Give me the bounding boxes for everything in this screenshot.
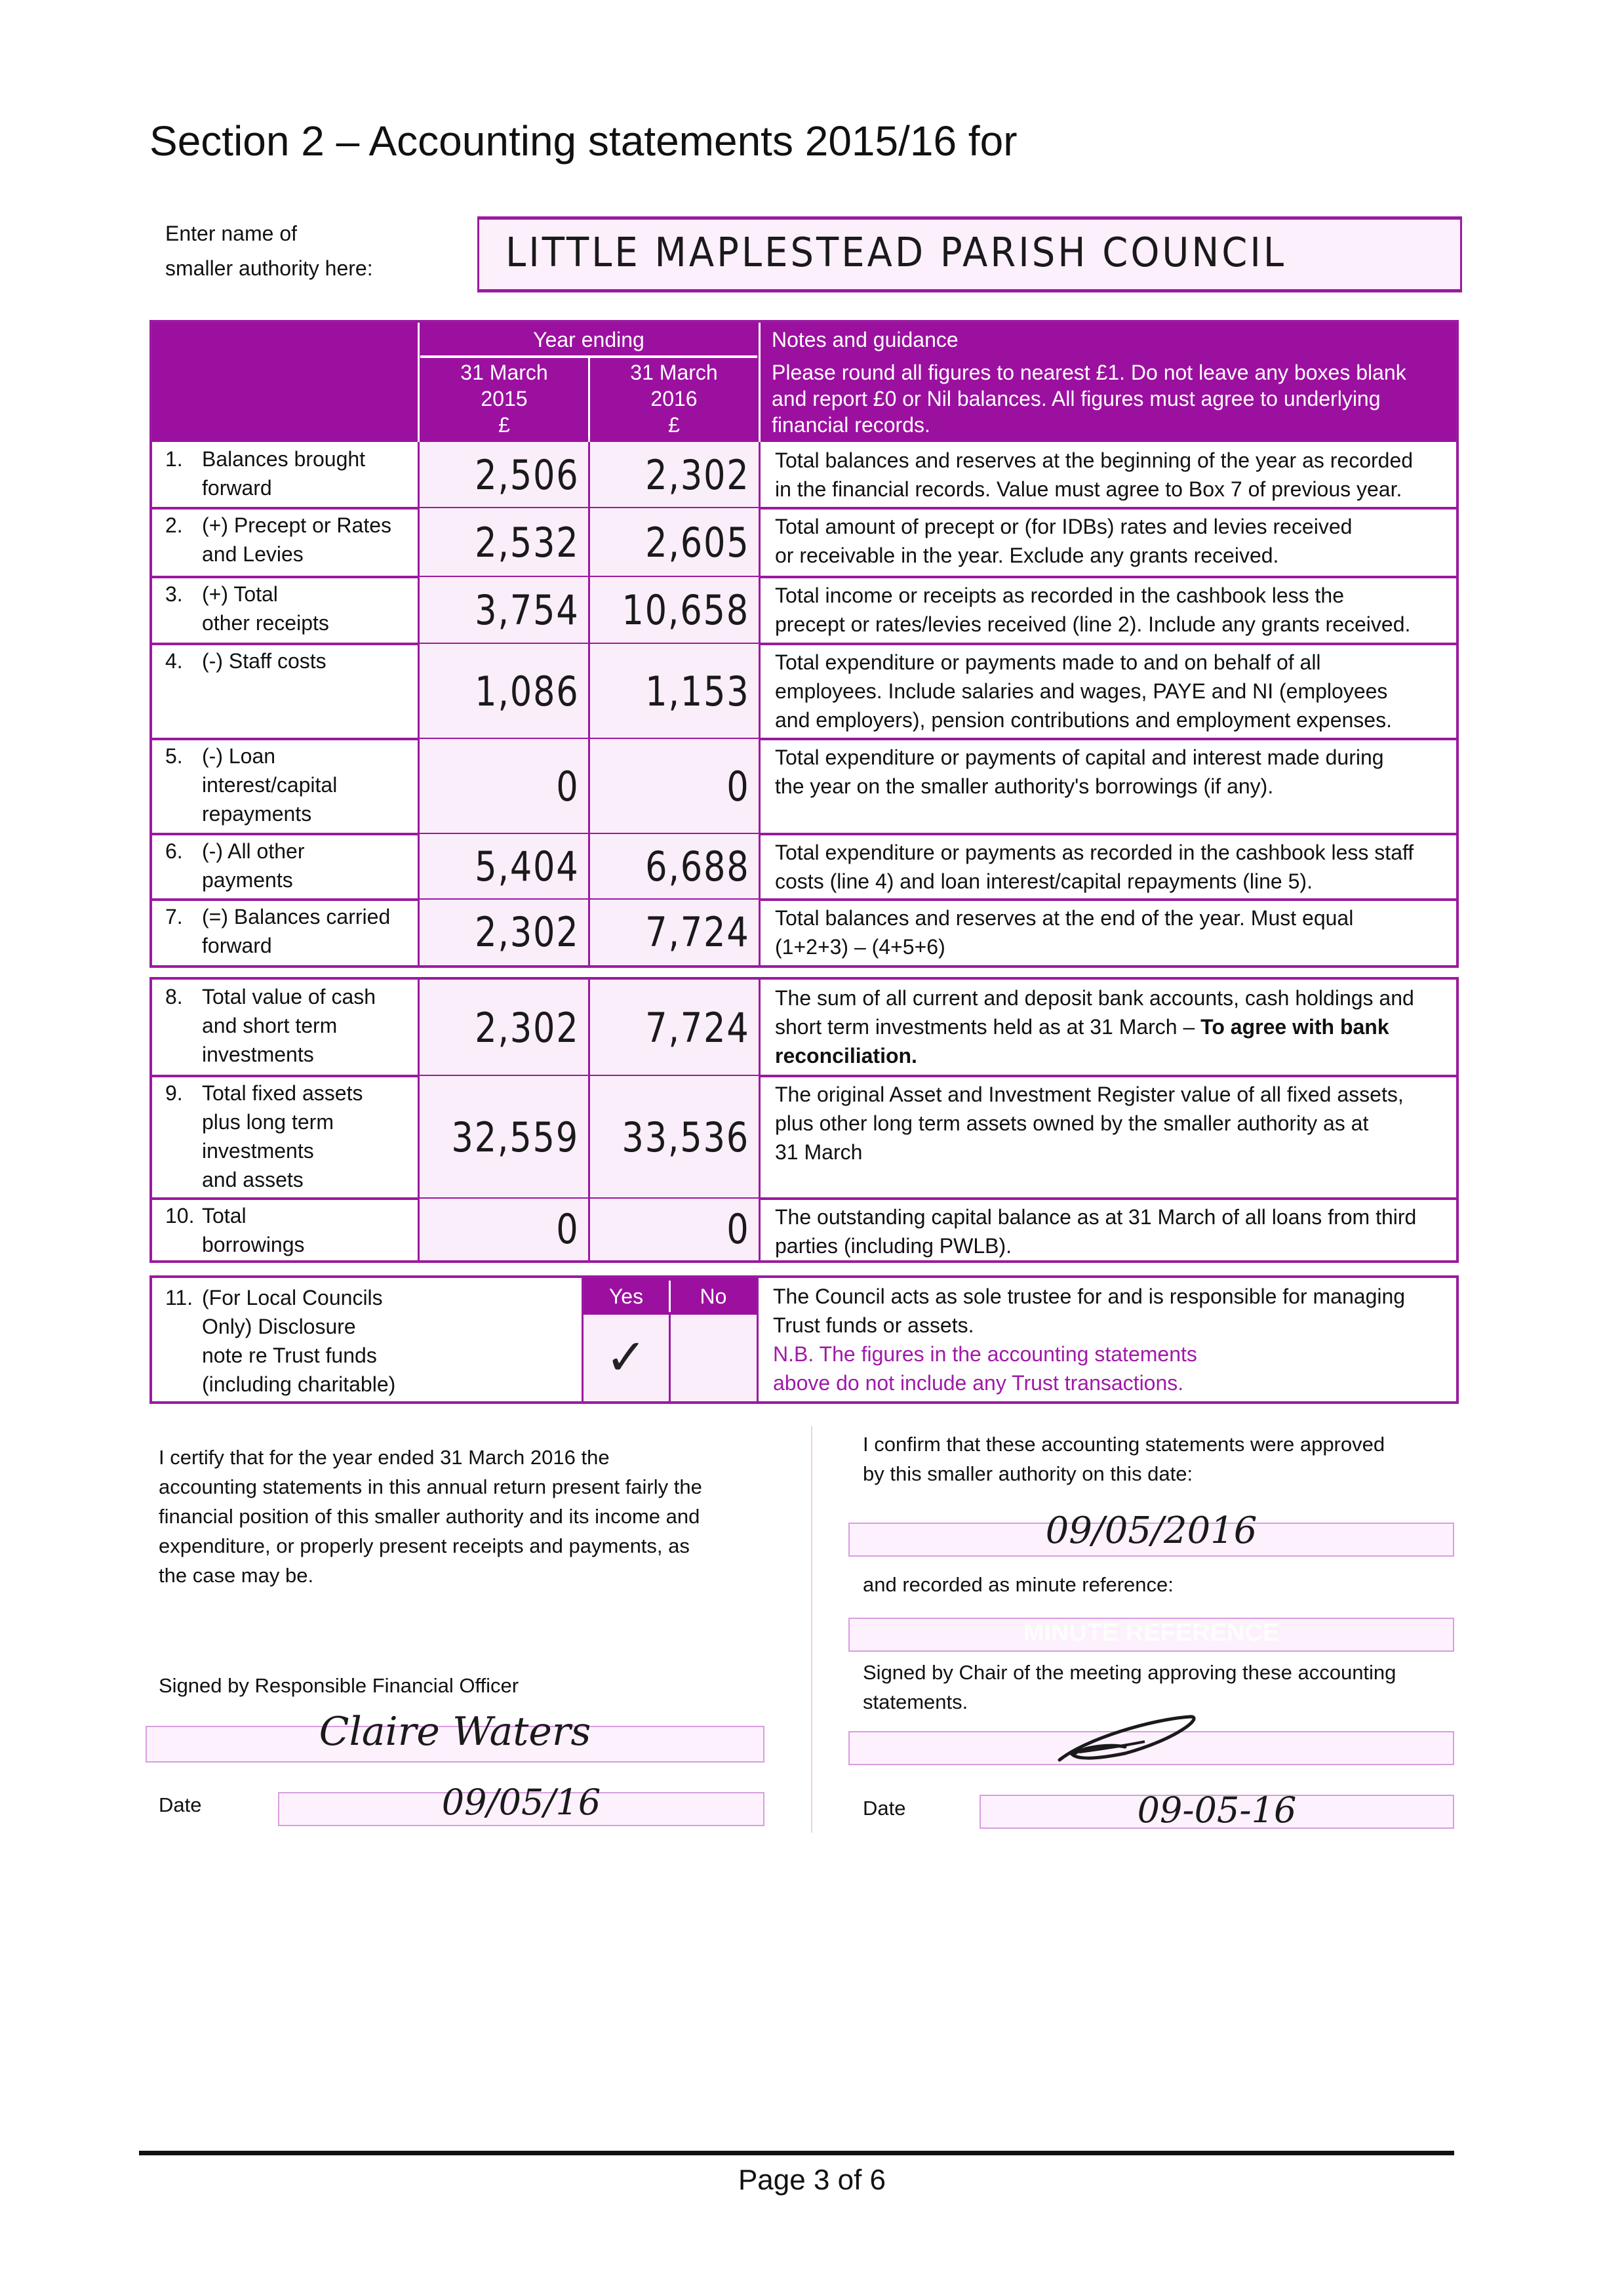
col-2015-header <box>420 359 588 438</box>
amount-value: 5,404 <box>474 843 579 890</box>
row-label <box>152 445 418 502</box>
no-checkbox[interactable] <box>671 1315 757 1401</box>
amount-value: 10,658 <box>622 586 749 634</box>
rfo-date-field[interactable] <box>278 1782 764 1826</box>
table-row <box>152 1199 1456 1260</box>
chair-date-field[interactable] <box>980 1789 1454 1831</box>
row-11-label-line4: (including charitable) <box>202 1372 396 1396</box>
amount-value: 0 <box>726 1205 749 1253</box>
table-row <box>152 442 1456 508</box>
row-label-line: investments <box>202 1139 314 1163</box>
minute-reference-label: and recorded as minute reference: <box>863 1573 1174 1596</box>
row-11-note-line1: The Council acts as sole trustee for and is responsible for managing <box>773 1285 1406 1308</box>
row-note <box>761 508 1454 570</box>
amount-2016-field[interactable] <box>590 508 759 577</box>
amount-2016-field[interactable] <box>590 644 759 739</box>
row-11-label-line3: note re Trust funds <box>202 1344 377 1367</box>
row-label-line: (+) Total <box>202 582 278 606</box>
table-row <box>152 900 1456 965</box>
amount-2015-field[interactable] <box>420 1076 588 1199</box>
chair-date-value: 09-05-16 <box>1137 1789 1297 1831</box>
note-text: The outstanding capital balance as at 31 March of all loans from third <box>775 1205 1417 1229</box>
amount-value: 1,153 <box>644 668 749 715</box>
approval-date-value: 09/05/2016 <box>1045 1509 1258 1552</box>
table-row <box>152 644 1456 739</box>
amount-2015-field[interactable] <box>420 577 588 644</box>
amount-value: 0 <box>726 763 749 810</box>
row-label-line: (+) Precept or Rates <box>202 513 391 537</box>
note-text: parties (including PWLB). <box>775 1234 1012 1258</box>
row-note-line <box>775 1203 1454 1231</box>
amount-value: 6,688 <box>644 843 749 890</box>
row-note <box>761 442 1454 504</box>
approval-line1: I confirm that these accounting statements were approved <box>863 1433 1385 1456</box>
row-note-line <box>775 1231 1454 1260</box>
row-note-line <box>775 1012 1454 1041</box>
authority-name-value: LITTLE MAPLESTEAD PARISH COUNCIL <box>505 229 1287 277</box>
amount-value: 3,754 <box>474 586 579 634</box>
row-label <box>152 837 418 894</box>
amount-2015-field[interactable] <box>420 980 588 1076</box>
row-number: 10. <box>165 1204 195 1227</box>
note-text: or receivable in the year. Exclude any grants received. <box>775 544 1279 567</box>
row-note <box>761 739 1454 801</box>
row-label <box>152 742 418 828</box>
amount-2016-field[interactable] <box>590 900 759 965</box>
row-note-line <box>775 512 1454 541</box>
row-note-line <box>775 984 1454 1012</box>
row-label <box>152 982 418 1069</box>
note-text: 31 March <box>775 1140 863 1164</box>
header-divider <box>588 357 590 442</box>
note-text: employees. Include salaries and wages, PAYE and NI (employees <box>775 679 1388 703</box>
amount-value: 32,559 <box>451 1113 579 1161</box>
row-label-line: other receipts <box>202 611 329 635</box>
row-note-line <box>775 446 1454 475</box>
row-number: 9. <box>165 1081 183 1105</box>
amount-value: 2,302 <box>474 1004 579 1052</box>
row-note-line <box>775 1109 1454 1138</box>
row-label-line: forward <box>202 476 272 500</box>
authority-label-line1: Enter name of <box>165 222 297 245</box>
amount-2016-field[interactable] <box>590 442 759 508</box>
yes-checkbox[interactable] <box>584 1315 669 1401</box>
amount-value: 7,724 <box>644 908 749 956</box>
note-text: Total balances and reserves at the beginning of the year as recorded <box>775 449 1414 472</box>
note-text: plus other long term assets owned by the smaller authority as at <box>775 1111 1369 1135</box>
note-text: Total amount of precept or (for IDBs) rates and levies received <box>775 515 1353 538</box>
note-text: Total expenditure or payments as recorded in the cashbook less staff <box>775 841 1414 864</box>
row-note-line <box>775 867 1454 896</box>
rfo-date-value: 09/05/16 <box>441 1782 601 1823</box>
row-label <box>152 647 418 675</box>
chair-signature-field[interactable] <box>848 1731 1454 1765</box>
row-note-line <box>775 475 1454 504</box>
table-row <box>152 980 1456 1076</box>
row-label-line: (-) Staff costs <box>202 649 327 673</box>
row-11-label-line2: Only) Disclosure <box>202 1315 356 1338</box>
col-2016-line1: 31 March <box>630 361 718 384</box>
row-note-line <box>775 743 1454 772</box>
note-text: in the financial records. Value must agree to Box 7 of previous year. <box>775 477 1402 501</box>
cert-line2: accounting statements in this annual return present fairly the <box>159 1475 702 1498</box>
statements-table-main <box>149 320 1459 968</box>
chair-signed-by-label <box>863 1658 1453 1717</box>
rfo-certification-text <box>159 1443 788 1590</box>
row-note-line <box>775 1080 1454 1109</box>
amount-2016-field[interactable] <box>590 1076 759 1199</box>
row-note <box>761 644 1454 734</box>
row-11-note <box>759 1278 1454 1397</box>
chair-signed-line1: Signed by Chair of the meeting approving these accounting <box>863 1661 1396 1684</box>
amount-value: 7,724 <box>644 1004 749 1052</box>
authority-name-field[interactable] <box>477 216 1462 292</box>
guidance-line1: Please round all figures to nearest £1. Do not leave any boxes blank <box>772 361 1406 384</box>
table-row <box>152 508 1456 577</box>
row-11-label <box>152 1283 582 1399</box>
row-label-line: Balances brought <box>202 447 366 471</box>
authority-name-label <box>165 216 373 286</box>
note-text: The original Asset and Investment Register value of all fixed assets, <box>775 1083 1404 1106</box>
row-label-line: and Levies <box>202 542 304 566</box>
row-label-line: (-) All other <box>202 839 305 863</box>
row-11-note-line2: Trust funds or assets. <box>773 1313 974 1337</box>
yes-label: Yes <box>608 1285 644 1308</box>
chair-signed-line2: statements. <box>863 1690 968 1713</box>
row-label-line: Total <box>202 1204 247 1227</box>
row-note-line <box>775 1138 1454 1167</box>
row-note <box>761 900 1454 961</box>
table-row <box>152 577 1456 644</box>
rfo-date-label: Date <box>159 1793 202 1816</box>
amount-2016-field[interactable] <box>590 834 759 900</box>
row-number: 7. <box>165 905 183 928</box>
amount-value: 2,532 <box>474 519 579 567</box>
guidance-line3: financial records. <box>772 413 930 437</box>
note-text: precept or rates/levies received (line 2). Include any grants received. <box>775 612 1411 636</box>
chair-signature-scribble <box>850 1713 1456 1765</box>
approval-line2: by this smaller authority on this date: <box>863 1462 1193 1485</box>
amount-2016-field[interactable] <box>590 577 759 644</box>
note-text: The sum of all current and deposit bank accounts, cash holdings and <box>775 986 1414 1010</box>
row-label <box>152 580 418 637</box>
amount-2015-field[interactable] <box>420 739 588 834</box>
note-text: costs (line 4) and loan interest/capital repayments (line 5). <box>775 869 1313 893</box>
cert-line1: I certify that for the year ended 31 March 2016 the <box>159 1446 610 1469</box>
cert-line3: financial position of this smaller authority and its income and <box>159 1505 700 1528</box>
amount-value: 2,605 <box>644 519 749 567</box>
row-note-line <box>775 932 1454 961</box>
table-row <box>152 739 1456 834</box>
row-label-line: interest/capital <box>202 773 338 797</box>
amount-2015-field[interactable] <box>420 1199 588 1260</box>
notes-header: Notes and guidance <box>772 328 959 351</box>
row-label-line: Total value of cash <box>202 985 376 1008</box>
row-label-line: repayments <box>202 802 312 826</box>
note-text: the year on the smaller authority's borrowings (if any). <box>775 774 1274 798</box>
amount-2016-field[interactable] <box>590 739 759 834</box>
col-2015-line1: 31 March <box>460 361 548 384</box>
row-note-line <box>775 610 1454 639</box>
rfo-signature-field[interactable] <box>146 1709 764 1763</box>
rfo-signed-by-label: Signed by Responsible Financial Officer <box>159 1674 519 1697</box>
amount-value: 2,506 <box>474 451 579 499</box>
row-note-line <box>775 904 1454 932</box>
approval-date-field[interactable] <box>848 1509 1454 1557</box>
row-number: 3. <box>165 582 183 606</box>
amount-value: 2,302 <box>644 451 749 499</box>
row-number: 2. <box>165 513 183 537</box>
row-note-line <box>775 677 1454 706</box>
row-label-line: (=) Balances carried <box>202 905 391 928</box>
row-note <box>761 1076 1454 1167</box>
row-11-nb-line2: above do not include any Trust transactions. <box>773 1371 1184 1395</box>
row-label <box>152 511 418 569</box>
amount-2015-field[interactable] <box>420 834 588 900</box>
amount-2015-field[interactable] <box>420 900 588 965</box>
note-text: short term investments held as at 31 March – <box>775 1015 1201 1039</box>
amount-2015-field[interactable] <box>420 644 588 739</box>
row-label-line: investments <box>202 1043 314 1066</box>
cert-line5: the case may be. <box>159 1564 314 1587</box>
signature-section-divider <box>811 1426 812 1833</box>
row-label-line: and short term <box>202 1014 338 1037</box>
table-row <box>152 1076 1456 1199</box>
amount-2015-field[interactable] <box>420 508 588 577</box>
amount-2016-field[interactable] <box>590 1199 759 1260</box>
col-2015-line2: 2015 <box>481 387 528 410</box>
col-2016-header <box>589 359 759 438</box>
row-label-line: payments <box>202 868 293 892</box>
col-2016-currency: £ <box>668 413 680 437</box>
year-ending-header: Year ending <box>533 328 644 351</box>
amount-value: 0 <box>555 1205 579 1253</box>
row-note <box>761 834 1454 896</box>
row-11-nb-line1: N.B. The figures in the accounting statements <box>773 1342 1197 1366</box>
row-note-line <box>775 838 1454 867</box>
chair-date-label: Date <box>863 1797 906 1820</box>
minute-reference-field[interactable] <box>848 1618 1454 1652</box>
row-number: 4. <box>165 649 183 673</box>
row-label-line: plus long term <box>202 1110 334 1134</box>
table-row <box>152 834 1456 900</box>
check-mark-icon: ✓ <box>605 1328 647 1386</box>
row-note <box>761 980 1454 1070</box>
approval-text <box>863 1429 1453 1488</box>
trust-funds-table <box>149 1275 1459 1404</box>
row-number: 5. <box>165 744 183 768</box>
note-text: and employers), pension contributions and employment expenses. <box>775 708 1392 732</box>
row-note <box>761 1199 1454 1260</box>
row-note <box>761 577 1454 639</box>
note-text: Total expenditure or payments made to and on behalf of all <box>775 650 1321 674</box>
amount-value: 1,086 <box>474 668 579 715</box>
amount-value: 0 <box>555 763 579 810</box>
row-label-line: borrowings <box>202 1233 305 1256</box>
cert-line4: expenditure, or properly present receipts and payments, as <box>159 1534 690 1557</box>
note-text: (1+2+3) – (4+5+6) <box>775 935 945 959</box>
footer-rule <box>139 2151 1454 2155</box>
notes-guidance <box>772 359 1454 438</box>
note-text: Total expenditure or payments of capital and interest made during <box>775 746 1384 769</box>
row-label <box>152 1201 418 1259</box>
note-text: Total income or receipts as recorded in the cashbook less the <box>775 584 1345 607</box>
amount-2015-field[interactable] <box>420 442 588 508</box>
row-note-line <box>775 772 1454 801</box>
row-label-line: forward <box>202 934 272 957</box>
page-title: Section 2 – Accounting statements 2015/16 for <box>149 117 1018 165</box>
row-note-line <box>775 648 1454 677</box>
row-number: 8. <box>165 985 183 1008</box>
row-11-number: 11. <box>165 1286 193 1309</box>
amount-2016-field[interactable] <box>590 980 759 1076</box>
row-number: 1. <box>165 447 183 471</box>
note-text: Total balances and reserves at the end of the year. Must equal <box>775 906 1354 930</box>
statements-table-balances <box>149 977 1459 1263</box>
row-note-line <box>775 1041 1454 1070</box>
row-label <box>152 1079 418 1194</box>
row-label-line: Total fixed assets <box>202 1081 363 1105</box>
header-divider <box>759 323 761 442</box>
row-label <box>152 902 418 960</box>
row-note-line <box>775 706 1454 734</box>
minute-reference-watermark: MINUTE REFERENCE <box>1023 1619 1280 1646</box>
row-11-label-line1: (For Local Councils <box>202 1286 383 1309</box>
row-note-line <box>775 541 1454 570</box>
col-2015-currency: £ <box>498 413 510 437</box>
amount-value: 2,302 <box>474 908 579 956</box>
rfo-signature: Claire Waters <box>319 1709 591 1755</box>
amount-value: 33,536 <box>622 1113 749 1161</box>
page-number: Page 3 of 6 <box>738 2164 886 2196</box>
col-2016-line2: 2016 <box>650 387 698 410</box>
guidance-line2: and report £0 or Nil balances. All figures must agree to underlying <box>772 387 1381 410</box>
row-number: 6. <box>165 839 183 863</box>
note-emphasis: reconciliation. <box>775 1044 917 1068</box>
no-label: No <box>700 1285 727 1308</box>
row-label-line: and assets <box>202 1168 304 1191</box>
note-emphasis: To agree with bank <box>1200 1015 1389 1039</box>
row-label-line: (-) Loan <box>202 744 276 768</box>
row-note-line <box>775 581 1454 610</box>
authority-label-line2: smaller authority here: <box>165 256 373 280</box>
